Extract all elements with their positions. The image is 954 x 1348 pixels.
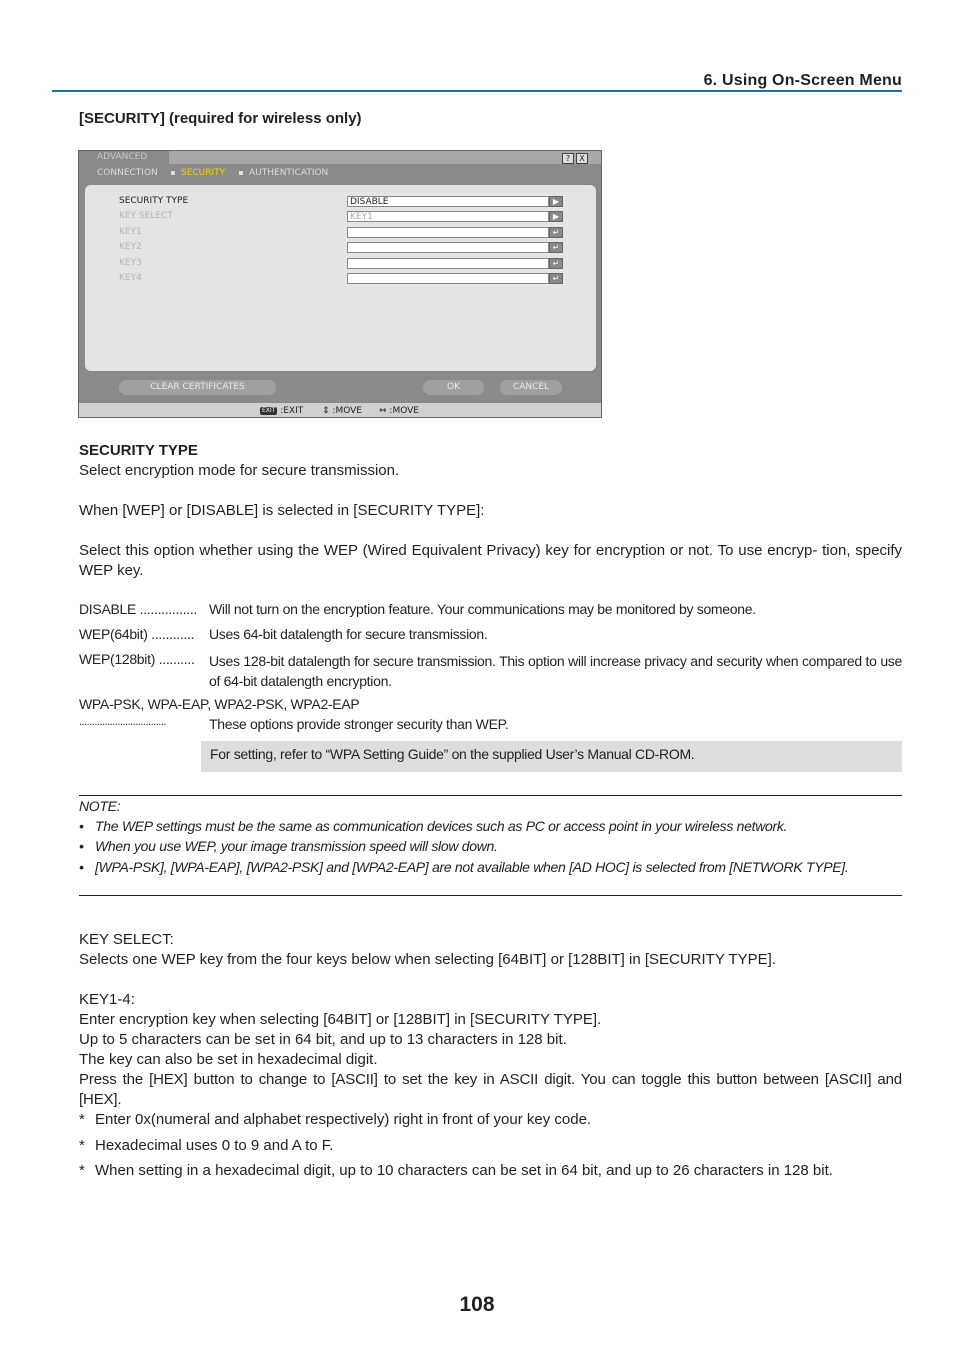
close-icon[interactable]: X	[576, 153, 588, 164]
key-select-desc: Selects one WEP key from the four keys below when selecting [64BIT] or [128BIT] in [SECURITY TYPE].	[79, 951, 776, 968]
key1-enter-icon[interactable]: ↵	[549, 227, 563, 238]
option-def-wep128: Uses 128-bit datalength for secure transmission. This option will increase privacy and security when compared to use of 64-bit datalength encryption.	[209, 653, 902, 689]
note-bullet: •	[79, 859, 84, 875]
key14-line: Up to 5 characters can be set in 64 bit, and up to 13 characters in 128 bit.	[79, 1031, 567, 1048]
note-bottom-rule	[79, 895, 902, 896]
key3-field[interactable]	[347, 258, 549, 269]
section-title: [SECURITY] (required for wireless only)	[79, 110, 362, 127]
security-type-field[interactable]: DISABLE	[347, 196, 549, 207]
asterisk-marker: *	[79, 1137, 85, 1154]
header-rule	[52, 90, 902, 92]
note-top-rule	[79, 795, 902, 796]
key-select-arrow-icon[interactable]: ▶	[549, 211, 563, 222]
key1-label: KEY1	[119, 227, 142, 237]
key2-field[interactable]	[347, 242, 549, 253]
key2-enter-icon[interactable]: ↵	[549, 242, 563, 253]
wpa-reference-text: For setting, refer to “WPA Setting Guide” on the supplied User’s Manual CD-ROM.	[210, 746, 695, 762]
option-term-wep128: WEP(128bit) ..........	[79, 651, 195, 667]
key4-field[interactable]	[347, 273, 549, 284]
option-term-wpa: WPA-PSK, WPA-EAP, WPA2-PSK, WPA2-EAP	[79, 696, 360, 712]
key14-note: When setting in a hexadecimal digit, up to 10 characters can be set in 64 bit, and up to 26 characters in 128 bit.	[95, 1162, 833, 1179]
note-bullet: •	[79, 838, 84, 854]
leftright-arrow-icon: ⇔	[379, 406, 387, 416]
note-item: The WEP settings must be the same as communication devices such as PC or access point in your wireless network.	[95, 818, 788, 834]
key14-line: The key can also be set in hexadecimal digit.	[79, 1051, 378, 1068]
security-type-when: When [WEP] or [DISABLE] is selected in [SECURITY TYPE]:	[79, 502, 485, 519]
security-type-heading: SECURITY TYPE	[79, 442, 198, 459]
ok-button[interactable]: OK	[423, 380, 484, 395]
wpa-reference-box	[201, 741, 902, 772]
security-type-arrow-icon[interactable]: ▶	[549, 196, 563, 207]
option-def-disable: Will not turn on the encryption feature. Your communications may be monitored by someone.	[209, 601, 756, 617]
key14-heading: KEY1-4:	[79, 991, 135, 1008]
status-move-horizontal: :MOVE	[389, 406, 419, 416]
key3-enter-icon[interactable]: ↵	[549, 258, 563, 269]
tab-separator	[239, 171, 243, 175]
help-icon[interactable]: ?	[562, 153, 574, 164]
option-dots-wpa: ..................................	[79, 716, 166, 728]
note-item: [WPA-PSK], [WPA-EAP], [WPA2-PSK] and [WPA2-EAP] are not available when [AD HOC] is selected from [NETWORK TYPE].	[95, 859, 849, 875]
key-select-heading: KEY SELECT:	[79, 931, 174, 948]
key2-label: KEY2	[119, 242, 142, 252]
exit-key-icon: EXIT	[262, 407, 276, 414]
key14-line: Enter encryption key when selecting [64BIT] or [128BIT] in [SECURITY TYPE].	[79, 1011, 602, 1028]
asterisk-marker: *	[79, 1162, 85, 1179]
key4-enter-icon[interactable]: ↵	[549, 273, 563, 284]
tab-connection[interactable]: CONNECTION	[97, 168, 158, 178]
osd-tab-row	[79, 165, 601, 181]
updown-arrow-icon: ⇕	[322, 406, 330, 416]
status-move-vertical: :MOVE	[332, 406, 362, 416]
clear-certificates-button[interactable]: CLEAR CERTIFICATES	[119, 380, 276, 395]
security-type-label: SECURITY TYPE	[119, 196, 189, 206]
cancel-button[interactable]: CANCEL	[500, 380, 562, 395]
tab-authentication[interactable]: AUTHENTICATION	[249, 168, 329, 178]
note-bullet: •	[79, 818, 84, 834]
page-number: 108	[459, 1293, 495, 1316]
tab-separator	[171, 171, 175, 175]
key14-note: Enter 0x(numeral and alphabet respectively) right in front of your key code.	[95, 1111, 592, 1128]
option-def-wep64: Uses 64-bit datalength for secure transmission.	[209, 626, 488, 642]
status-exit: :EXIT	[280, 406, 304, 416]
note-label: NOTE:	[79, 798, 121, 814]
osd-status-bar	[79, 403, 601, 418]
key-select-label: KEY SELECT	[119, 211, 173, 221]
option-def-wpa: These options provide stronger security than WEP.	[209, 716, 509, 732]
running-header: 6. Using On-Screen Menu	[703, 72, 902, 89]
note-item: When you use WEP, your image transmission speed will slow down.	[95, 838, 498, 854]
tab-security[interactable]: SECURITY	[181, 168, 226, 178]
key-select-field[interactable]: KEY1	[347, 211, 549, 222]
key14-note: Hexadecimal uses 0 to 9 and A to F.	[95, 1137, 334, 1154]
osd-menu-tab: ADVANCED	[79, 151, 169, 164]
option-term-wep64: WEP(64bit) ............	[79, 626, 195, 642]
key4-label: KEY4	[119, 273, 142, 283]
osd-security-screenshot	[78, 150, 602, 418]
key1-field[interactable]	[347, 227, 549, 238]
asterisk-marker: *	[79, 1111, 85, 1128]
security-type-para: Select this option whether using the WEP (Wired Equivalent Privacy) key for encryption or not. To use encryp- tion, specify WEP key.	[79, 542, 902, 579]
security-type-desc: Select encryption mode for secure transmission.	[79, 462, 400, 479]
key3-label: KEY3	[119, 258, 142, 268]
option-term-disable: DISABLE ................	[79, 601, 198, 617]
key14-press: Press the [HEX] button to change to [ASCII] to set the key in ASCII digit. You can toggle this button between [ASCII] and [HEX].	[79, 1071, 902, 1108]
